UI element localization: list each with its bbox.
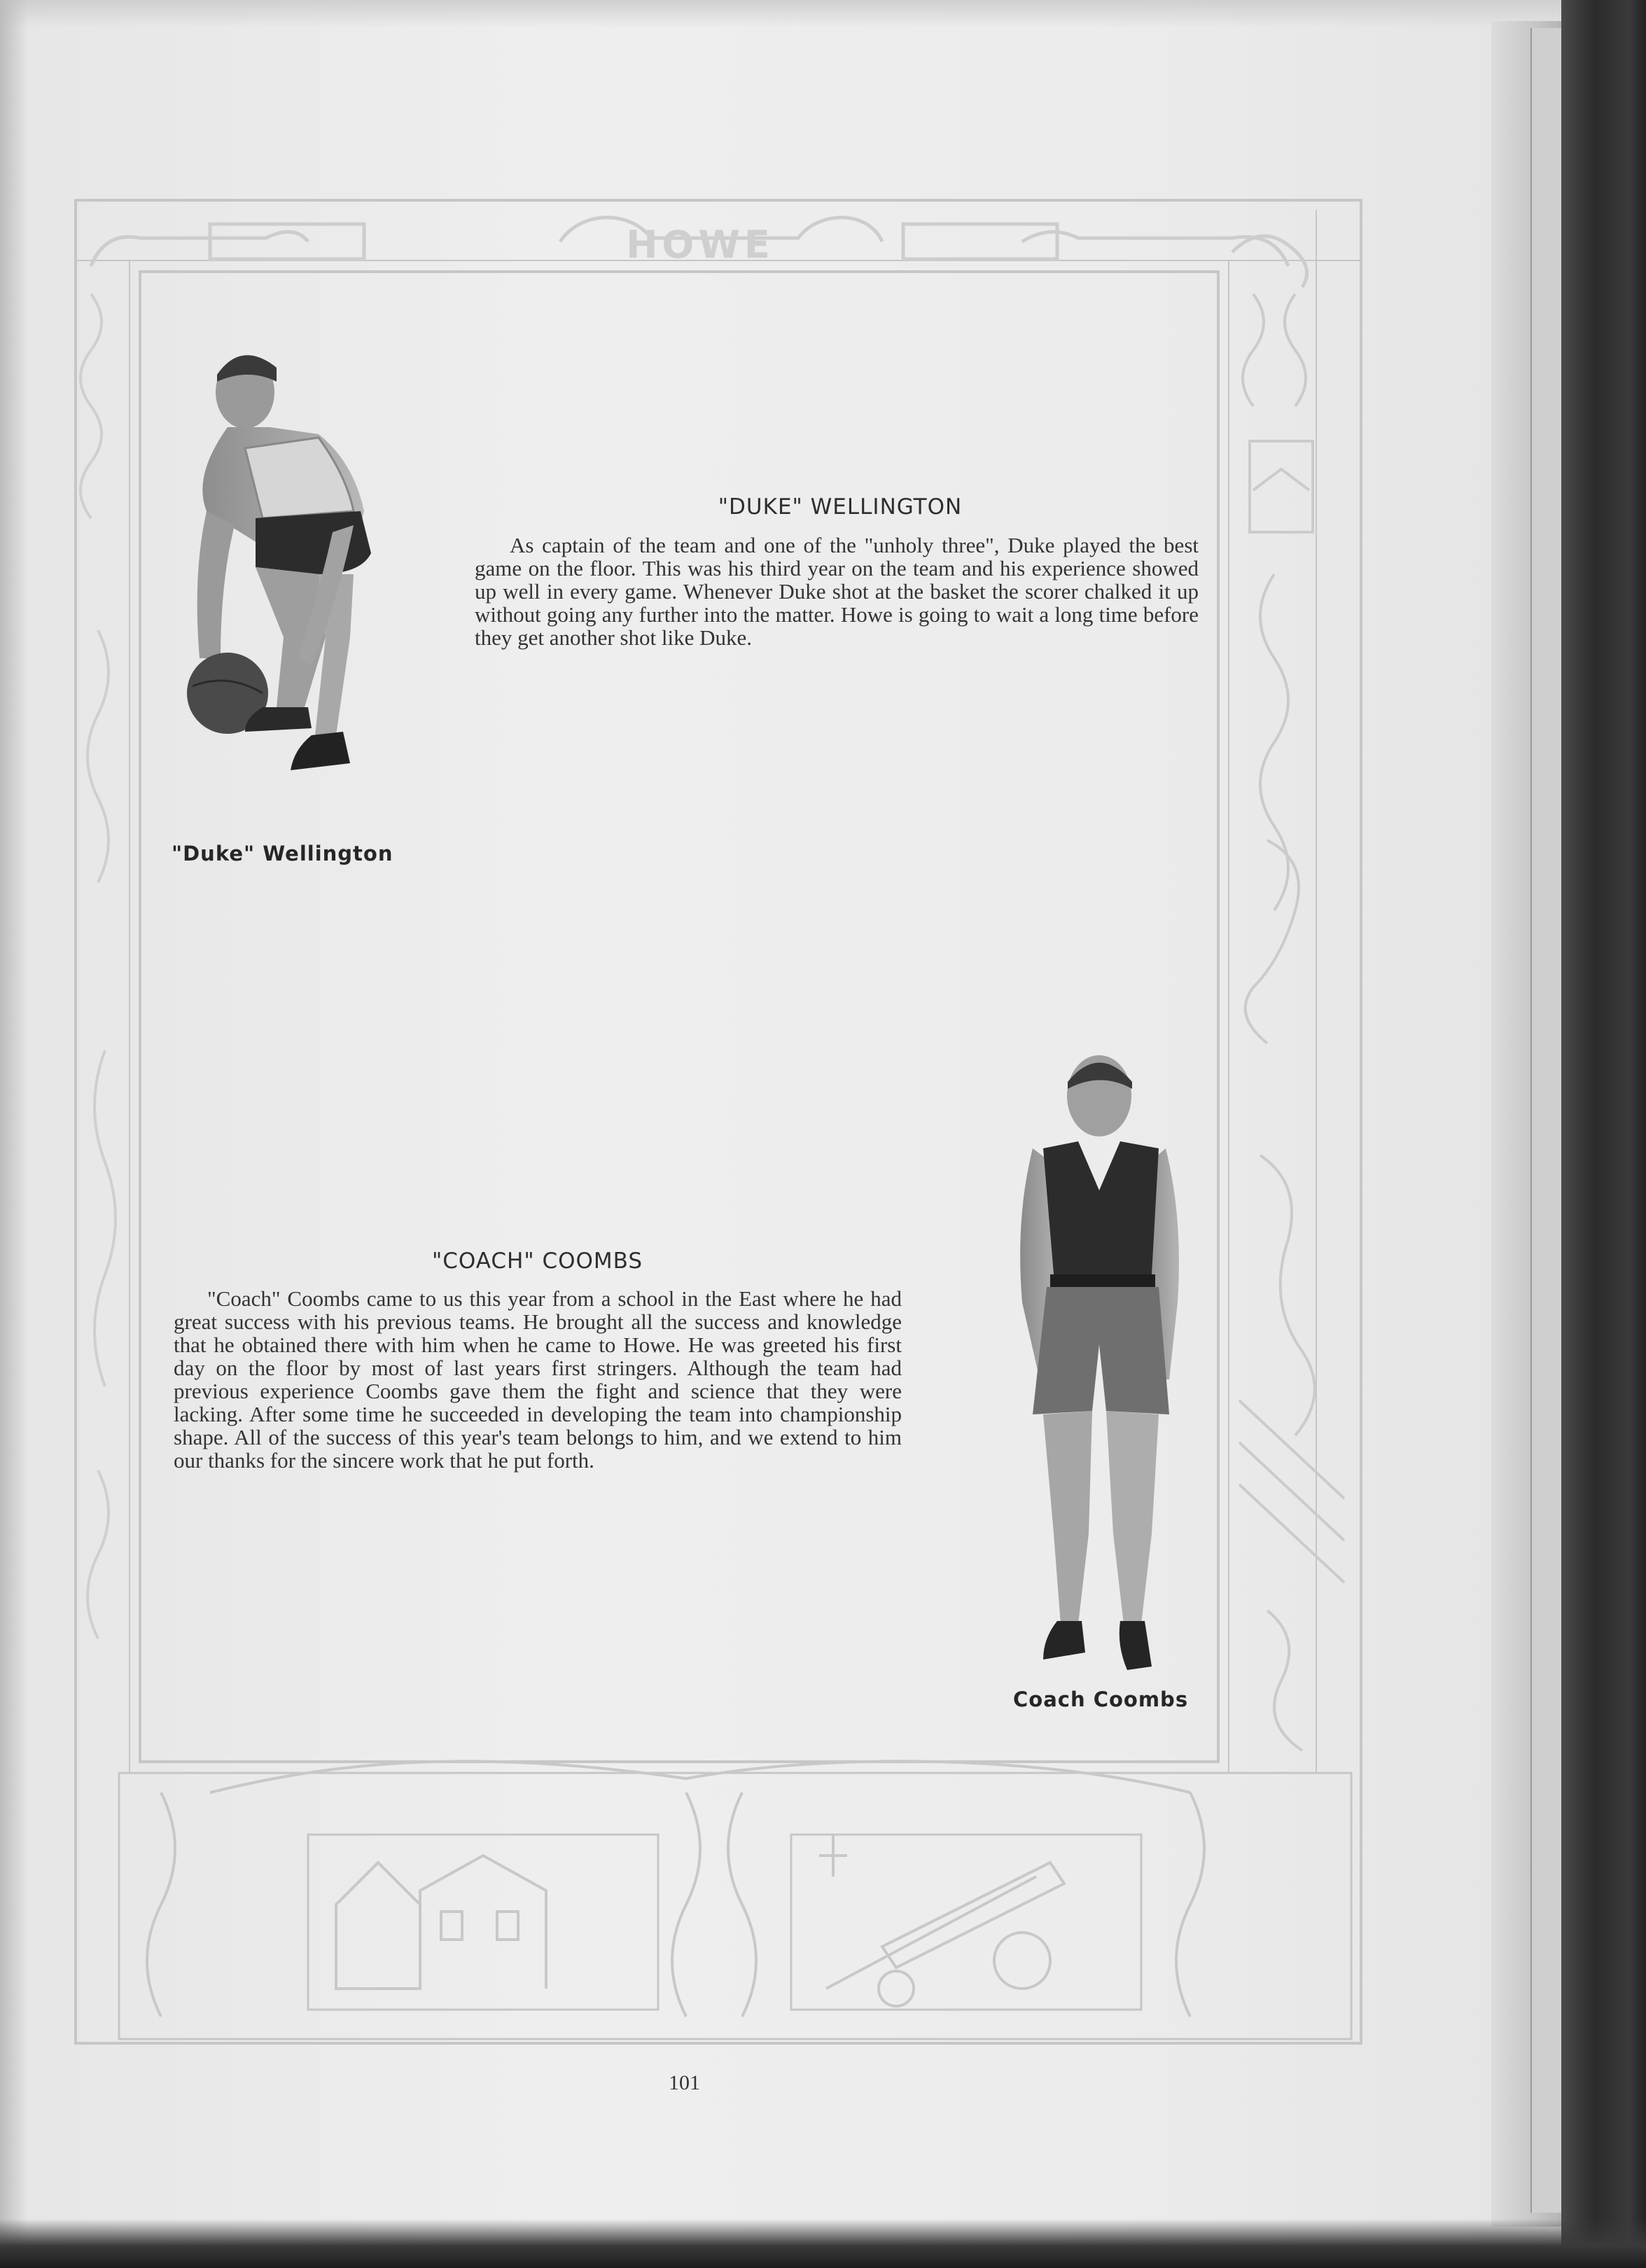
wellington-heading: "DUKE" WELLINGTON xyxy=(718,494,963,520)
coombs-photo-caption: Coach Coombs xyxy=(1013,1688,1189,1711)
page-top-shadow xyxy=(0,0,1561,28)
book-cover xyxy=(1561,0,1646,2268)
header-banner: HOWE xyxy=(626,223,774,267)
wellington-paragraph: As captain of the team and one of the "unholy three", Duke played the best game on the floor. This was his third year on the team and his experience showed up well in every game. Whenever Duke shot at the basket the scorer chalked it up without going any further into the matter. Howe is going to wait a long time before they get another shot like Duke. xyxy=(475,533,1199,650)
coombs-paragraph: "Coach" Coombs came to us this year from a school in the East where he had great success with his previous teams. He brought all the success and knowledge that he obtained there with him when he came to Howe. He was greeted his first day on the floor by most of last years first stringers. Although the team had previous experience Coombs gave them the fight and science that they were lacking. After some time he succeeded in developing the team into championship shape. All of the success of this year's team belongs to him, and we extend to him our thanks for the sincere work that he put forth. xyxy=(174,1286,902,1473)
coombs-heading: "COACH" COOMBS xyxy=(431,1248,643,1274)
book-page-edge xyxy=(1530,28,1564,2213)
page-number: 101 xyxy=(669,2071,700,2094)
coach-coombs-photo xyxy=(994,1043,1204,1688)
wellington-photo-caption: "Duke" Wellington xyxy=(172,842,393,865)
page-left-shadow xyxy=(0,0,28,2268)
duke-wellington-photo xyxy=(179,343,403,833)
page-bottom-edge xyxy=(0,2219,1646,2268)
